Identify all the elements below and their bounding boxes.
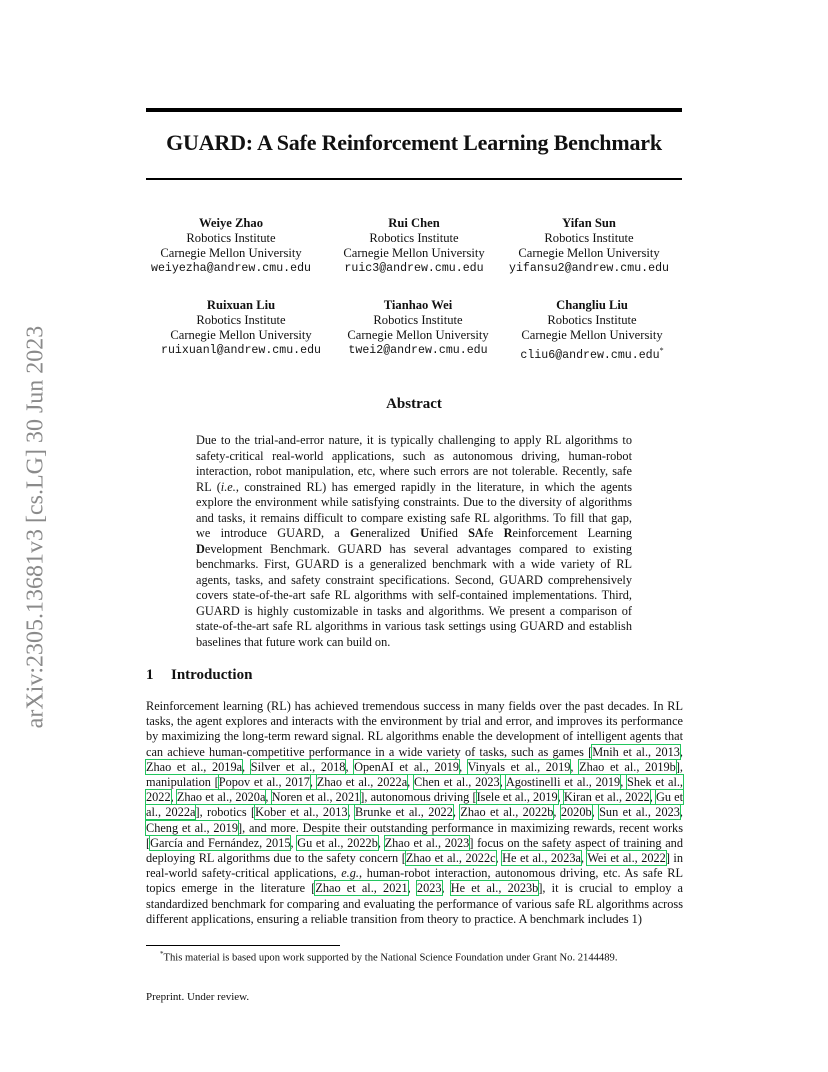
intro-text: ] focus on the safety aspect of training and deploying RL algorithms due to the safety concern [ bbox=[146, 835, 683, 866]
author-department: Robotics Institute bbox=[547, 313, 637, 327]
footnote bbox=[160, 950, 617, 964]
citation-link[interactable]: Brunke et al., 2022 bbox=[355, 805, 453, 820]
author-university: Carnegie Mellon University bbox=[521, 328, 663, 342]
preprint-notice: Preprint. Under review. bbox=[146, 991, 250, 1003]
citation-link[interactable]: Zhao et al., 2021 bbox=[315, 881, 408, 896]
paper-title: GUARD: A Safe Reinforcement Learning Benchmark bbox=[166, 130, 662, 155]
intro-paragraph: Reinforcement learning (RL) has achieved tremendous success in many fields over the past decades. In RL tasks, the agent explores and interacts with the environment by trial and error, and improves its performance by maximizing the long-term reward signal. RL algorithms enable the development of intelligent agents that can achieve human-competitive performance in a wide variety of tasks, such as games [Mnih et al., 2013, Zhao et al., 2019a, Silver et al., 2018, OpenAI et al., 2019, Vinyals et al., 2019, Zhao et al., 2019b], manipulation [Popov et al., 2017, Zhao et al., 2022a, Chen et al., 2023, Agostinelli et al., 2019, Shek et al., 2022, Zhao et al., 2020a, Noren et al., 2021], autonomous driving [Isele et al., 2019, Kiran et al., 2022, Gu et al., 2022a], robotics [Kober et al., 2013, Brunke et al., 2022, Zhao et al., 2022b, 2020b, Sun et al., 2023, Cheng et al., 2019], and more. Despite their outstanding performance in maximizing rewards, recent works [García and Fernández, 2015, Gu et al., 2022b, Zhao et al., 2023] focus on the safety aspect of training and deploying RL algorithms due to the safety concern [Zhao et al., 2022c, He et al., 2023a, Wei et al., 2022] in real-world safety-critical applications, e.g., human-robot interaction, autonomous driving, etc. As safe RL topics emerge in the literature [Zhao et al., 2021, 2023, He et al., 2023b], it is crucial to employ a standardized benchmark for comparing and evaluating the performance of various safe RL algorithms across different applications, ensuring a reliable transition from theory to practice. A benchmark includes 1) bbox=[146, 699, 684, 926]
intro-text: ], autonomous driving [ bbox=[360, 790, 477, 805]
citation-link[interactable]: Wei et al., 2022 bbox=[587, 851, 666, 866]
author-name: Ruixuan Liu bbox=[206, 298, 276, 312]
citation-link[interactable]: Vinyals et al., 2019 bbox=[467, 759, 571, 774]
author-name: Changliu Liu bbox=[556, 298, 628, 312]
citation-link[interactable]: García and Fernández, 2015 bbox=[150, 835, 291, 850]
acronym-letter: SA bbox=[468, 526, 484, 540]
citation-link[interactable]: 2023 bbox=[416, 881, 442, 896]
author-block bbox=[146, 298, 336, 358]
author-email: ruixuanl@andrew.cmu.edu bbox=[160, 344, 322, 357]
author-email: weiyezha@andrew.cmu.edu bbox=[150, 262, 312, 275]
intro-text: ], robotics [ bbox=[195, 805, 256, 820]
footnote-marker: * bbox=[659, 346, 664, 355]
citation-link[interactable]: Zhao et al., 2022b bbox=[460, 805, 554, 820]
author-university: Carnegie Mellon University bbox=[347, 328, 489, 342]
citation-link[interactable]: Silver et al., 2018 bbox=[250, 759, 346, 774]
abstract-text: eneralized bbox=[359, 526, 421, 540]
citation-link[interactable]: Zhao et al., 2023 bbox=[384, 835, 470, 850]
author-email: yifansu2@andrew.cmu.edu bbox=[508, 262, 670, 275]
author-university: Carnegie Mellon University bbox=[518, 246, 660, 260]
abstract-text: , constrained RL) has emerged rapidly in the literature, in which the agents explore the environment while satisfying constraints. Due to the diversity of algorithms and tasks, it remains difficult to compare existing safe RL algorithms. To fill that gap, we introduce GUARD, a bbox=[196, 479, 632, 540]
citation-link[interactable]: Zhao et al., 2020a bbox=[176, 790, 266, 805]
intro-text: ] in real-world safety-critical applications, bbox=[146, 851, 683, 881]
citation-link[interactable]: Zhao et al., 2022a bbox=[316, 775, 408, 790]
author-block bbox=[323, 298, 513, 358]
abstract-text: evelopment Benchmark. GUARD has several advantages compared to existing benchmarks. First, GUARD is a generalized benchmark with a wide variety of RL agents, tasks, and safety constraint specifications. Second, GUARD comprehensively covers state-of-the-art safe RL algorithms with self-contained implementations. Third, GUARD is highly customizable in tasks and algorithms. We present a comparison of state-of-the-art safe RL algorithms in various task settings using GUARD and establish baselines that future work can build on. bbox=[196, 541, 632, 649]
citation-link[interactable]: Kiran et al., 2022 bbox=[563, 790, 650, 805]
citation-link[interactable]: Kober et al., 2013 bbox=[255, 805, 348, 820]
arxiv-identifier bbox=[14, 292, 58, 762]
author-department: Robotics Institute bbox=[544, 231, 634, 245]
abstract-text: Due to the trial-and-error nature, it is typically challenging to apply RL algorithms to safety-critical real-world applications, such as autonomous driving, human-robot interaction, robot manipulation, etc, where such errors are not tolerable. Recently, safe RL ( bbox=[196, 433, 632, 494]
author-name: Yifan Sun bbox=[562, 216, 616, 230]
citation-link[interactable]: OpenAI et al., 2019 bbox=[354, 759, 460, 774]
introduction-body bbox=[146, 699, 683, 927]
abstract-paragraph bbox=[196, 433, 632, 650]
author-block bbox=[136, 216, 326, 276]
author-block bbox=[319, 216, 509, 276]
author-email-line bbox=[497, 343, 687, 363]
abstract-text: i.e. bbox=[220, 479, 236, 494]
citation-link[interactable]: Isele et al., 2019 bbox=[476, 790, 558, 805]
acronym-letter: D bbox=[196, 541, 205, 556]
citation-link[interactable]: Popov et al., 2017 bbox=[218, 775, 310, 790]
citation-link[interactable]: Zhao et al., 2019b bbox=[579, 759, 676, 774]
acronym-letter: U bbox=[420, 526, 430, 540]
title-top-rule bbox=[146, 108, 682, 112]
acronym-letter: G bbox=[349, 526, 360, 540]
citation-link[interactable]: He et al., 2023a bbox=[502, 851, 581, 866]
citation-link[interactable]: 2020b bbox=[560, 805, 592, 820]
abstract-text: einforcement Learning bbox=[512, 526, 632, 540]
intro-text: ], it is crucial to employ a standardized benchmark for comparing and evaluating the performance of various safe RL algorithms across different applications, ensuring a reliable transition from theory to practice. A benchmark includes 1) bbox=[146, 881, 684, 926]
intro-text: Reinforcement learning (RL) has achieved tremendous success in many fields over the past decades. In RL tasks, the agent explores and interacts with the environment by trial and error, and improves its performance by maximizing the long-term reward signal. RL algorithms enable the development of intelligent agents that can achieve human-competitive performance in a wide variety of tasks, such as games [ bbox=[146, 699, 683, 759]
footnote-mark: * bbox=[160, 950, 164, 958]
section-title: Introduction bbox=[171, 667, 253, 683]
intro-text: , human-robot interaction, autonomous driving, etc. As safe RL topics emerge in the literature [ bbox=[146, 866, 683, 896]
citation-link[interactable]: Gu et al., 2022a bbox=[146, 790, 684, 820]
citation-link[interactable]: Sun et al., 2023 bbox=[599, 805, 680, 820]
acronym-letter: R bbox=[503, 526, 513, 540]
author-department: Robotics Institute bbox=[186, 231, 276, 245]
author-department: Robotics Institute bbox=[369, 231, 459, 245]
author-university: Carnegie Mellon University bbox=[343, 246, 485, 260]
author-email: twei2@andrew.cmu.edu bbox=[348, 344, 488, 357]
intro-text: e.g. bbox=[341, 866, 359, 881]
citation-link[interactable]: Chen et al., 2023 bbox=[414, 775, 500, 790]
footnote-text: This material is based upon work supported by the National Science Foundation under Grant No. 2144489. bbox=[163, 952, 618, 964]
section-number: 1 bbox=[146, 667, 154, 683]
arxiv-identifier-text: arXiv:2305.13681v3 [cs.LG] 30 Jun 2023 bbox=[22, 325, 49, 729]
citation-link[interactable]: Shek et al., 2022 bbox=[146, 775, 684, 805]
citation-link[interactable]: Agostinelli et al., 2019 bbox=[505, 775, 621, 790]
author-department: Robotics Institute bbox=[373, 313, 463, 327]
author-name: Tianhao Wei bbox=[383, 298, 453, 312]
abstract-heading: Abstract bbox=[386, 396, 442, 412]
citation-link[interactable]: Zhao et al., 2022c bbox=[405, 851, 496, 866]
author-block bbox=[497, 298, 687, 363]
intro-text: ], manipulation [ bbox=[146, 759, 683, 790]
author-university: Carnegie Mellon University bbox=[160, 246, 302, 260]
citation-link[interactable]: Zhao et al., 2019a bbox=[146, 759, 243, 774]
author-email: cliu6@andrew.cmu.edu bbox=[520, 348, 660, 362]
author-block bbox=[494, 216, 684, 276]
citation-link[interactable]: Gu et al., 2022b bbox=[297, 835, 378, 850]
author-name: Weiye Zhao bbox=[198, 216, 264, 230]
section-heading bbox=[146, 667, 252, 684]
abstract-text: fe bbox=[483, 526, 504, 540]
author-name: Rui Chen bbox=[388, 216, 440, 230]
citation-link[interactable]: Mnih et al., 2013 bbox=[592, 744, 680, 759]
author-email: ruic3@andrew.cmu.edu bbox=[344, 262, 484, 275]
abstract-body bbox=[196, 433, 632, 650]
footnote-rule bbox=[146, 945, 340, 946]
intro-text: ], and more. Despite their outstanding performance in maximizing rewards, recent works [ bbox=[146, 820, 683, 850]
citation-link[interactable]: He et al., 2023b bbox=[450, 881, 539, 896]
citation-link[interactable]: Noren et al., 2021 bbox=[271, 790, 361, 805]
author-department: Robotics Institute bbox=[196, 313, 286, 327]
author-university: Carnegie Mellon University bbox=[170, 328, 312, 342]
citation-link[interactable]: Cheng et al., 2019 bbox=[146, 820, 238, 835]
abstract-text: nified bbox=[429, 526, 469, 540]
title-bottom-rule bbox=[146, 178, 682, 180]
